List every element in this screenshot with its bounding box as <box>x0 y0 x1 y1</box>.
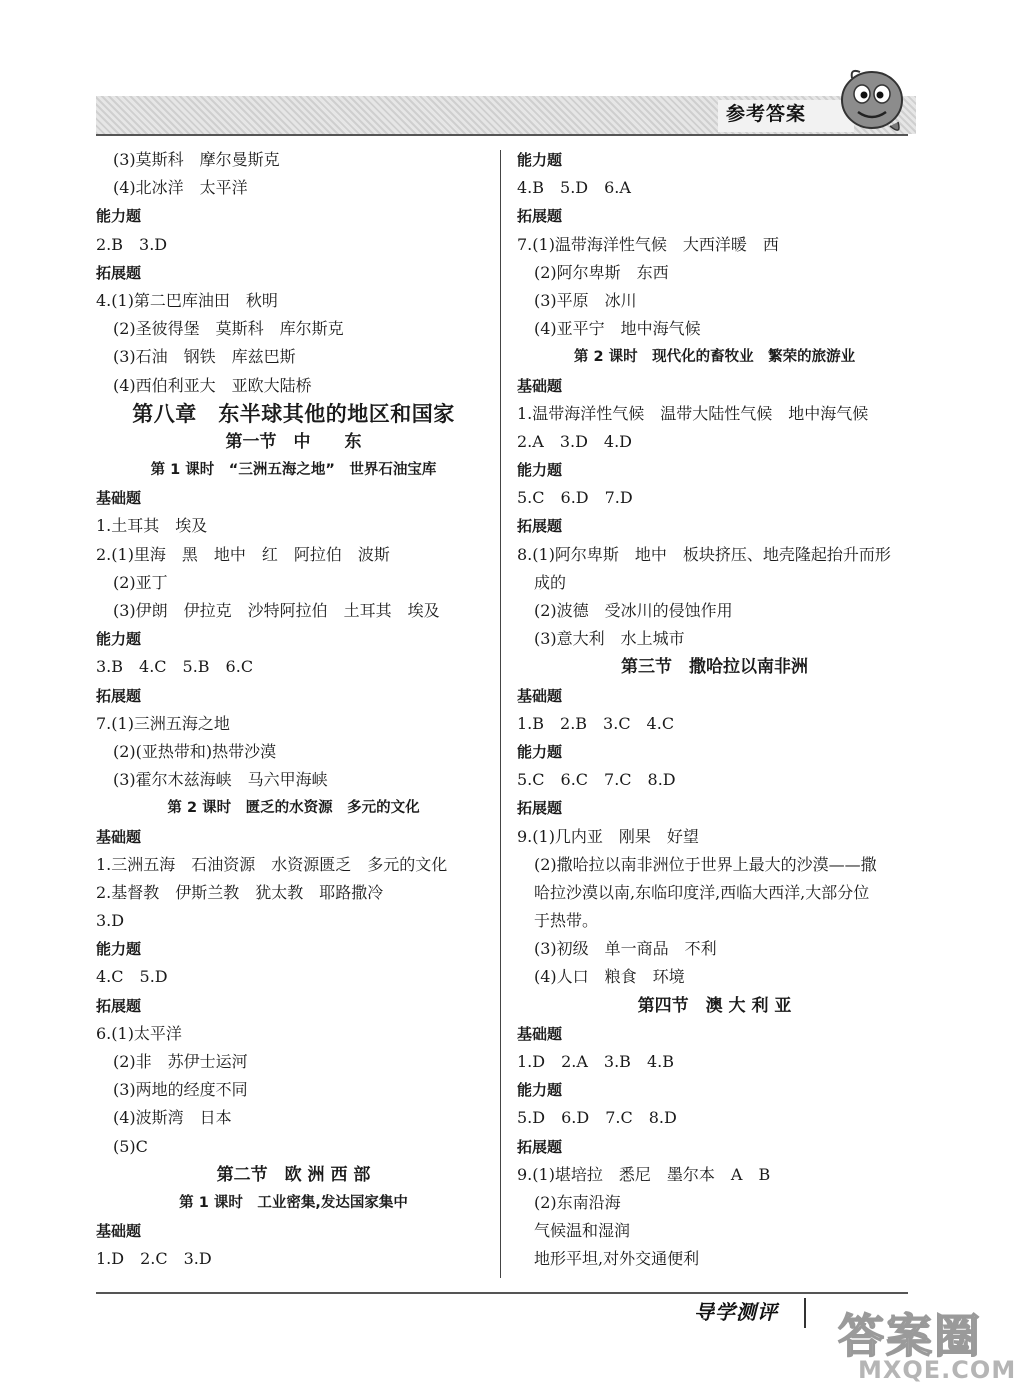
answer-line: 1.三洲五海 石油资源 水资源匮乏 多元的文化 <box>96 854 448 874</box>
answer-line: 1.D 2.C 3.D <box>96 1249 212 1269</box>
answer-line: (4)波斯湾 日本 <box>113 1108 232 1128</box>
answer-line: 2.B 3.D <box>96 234 168 254</box>
lesson-heading: 第 2 课时 匮乏的水资源 多元的文化 <box>167 800 420 817</box>
answer-line: (2)东南沿海 <box>534 1192 621 1212</box>
answer-line: 4.C 5.D <box>96 967 168 987</box>
answer-line: (3)石油 钢铁 库兹巴斯 <box>113 347 296 367</box>
answer-line: (2)非 苏伊士运河 <box>113 1052 248 1071</box>
category-heading: 能力题 <box>517 461 563 480</box>
answer-line: 9.(1)几内亚 刚果 好望 <box>517 826 699 846</box>
section-heading: 第二节 欧 洲 西 部 <box>216 1164 371 1185</box>
lesson-heading: 第 1 课时 工业密集,发达国家集中 <box>179 1194 408 1211</box>
answer-line: (2)圣彼得堡 莫斯科 库尔斯克 <box>113 319 344 339</box>
answer-line: (3)霍尔木兹海峡 马六甲海峡 <box>113 770 328 790</box>
category-heading: 拓展题 <box>517 1137 563 1156</box>
category-heading: 拓展题 <box>517 799 563 818</box>
category-heading: 基础题 <box>517 1024 563 1043</box>
chapter-heading: 第八章 东半球其他的地区和国家 <box>132 401 455 426</box>
category-heading: 基础题 <box>96 489 142 508</box>
answer-line: (4)亚平宁 地中海气候 <box>534 319 701 339</box>
answer-line: (3)初级 单一商品 不利 <box>534 939 717 959</box>
answer-line: (4)人口 粮食 环境 <box>534 967 685 987</box>
watermark <box>818 1300 1016 1386</box>
category-heading: 能力题 <box>96 940 142 959</box>
footer-rule <box>96 1292 908 1294</box>
answer-line: (2)撒哈拉以南非洲位于世界上最大的沙漠——撒 <box>534 854 877 874</box>
answer-line: (3)两地的经度不同 <box>113 1080 248 1100</box>
answer-line: 2.基督教 伊斯兰教 犹太教 耶路撒冷 <box>96 882 384 902</box>
category-heading: 能力题 <box>96 207 142 226</box>
right-answer-column <box>517 146 912 1274</box>
answer-line: (3)伊朗 伊拉克 沙特阿拉伯 土耳其 埃及 <box>113 601 440 620</box>
answer-line: 8.(1)阿尔卑斯 地中 板块挤压、地壳隆起抬升而形 <box>517 544 891 564</box>
category-heading: 能力题 <box>517 742 563 761</box>
category-heading: 拓展题 <box>517 517 563 536</box>
answer-line: 5.C 6.D 7.D <box>517 488 633 508</box>
answer-line: (3)平原 冰川 <box>534 290 637 310</box>
answer-line: (2)(亚热带和)热带沙漠 <box>113 741 277 761</box>
category-heading: 基础题 <box>96 1222 142 1241</box>
answer-line: (4)北冰洋 太平洋 <box>113 178 248 198</box>
category-heading: 拓展题 <box>96 686 142 705</box>
answer-line: 2.A 3.D 4.D <box>517 431 633 451</box>
footer-separator <box>804 1298 806 1328</box>
answer-line: 4.B 5.D 6.A <box>517 178 631 198</box>
category-heading: 能力题 <box>96 630 142 649</box>
category-heading: 拓展题 <box>96 996 142 1015</box>
category-heading: 能力题 <box>517 1081 563 1100</box>
category-heading: 拓展题 <box>517 207 563 226</box>
category-heading: 基础题 <box>517 376 563 395</box>
footer-brand: 导学测评 <box>694 1300 778 1324</box>
watermark-logo-text: 答案圈 <box>838 1309 982 1363</box>
answer-line: (2)波德 受冰川的侵蚀作用 <box>534 601 733 620</box>
page-header-title: 参考答案 <box>718 100 854 132</box>
lesson-heading: 第 2 课时 现代化的畜牧业 繁荣的旅游业 <box>573 349 856 366</box>
answer-line: 9.(1)堪培拉 悉尼 墨尔本 A B <box>517 1164 771 1184</box>
answer-line: 哈拉沙漠以南,东临印度洋,西临大西洋,大部分位 <box>534 882 870 902</box>
answer-line: 地形平坦,对外交通便利 <box>534 1249 700 1269</box>
answer-line: 1.土耳其 埃及 <box>96 516 208 536</box>
answer-line: 气候温和湿润 <box>534 1221 631 1241</box>
section-heading: 第四节 澳 大 利 亚 <box>637 995 792 1016</box>
answer-line: (4)西伯利亚大 亚欧大陆桥 <box>113 375 312 395</box>
lesson-heading: 第 1 课时 “三洲五海之地” 世界石油宝库 <box>150 462 437 479</box>
answer-line: (2)阿尔卑斯 东西 <box>534 262 669 282</box>
category-heading: 拓展题 <box>96 263 142 282</box>
answer-line: 3.B 4.C 5.B 6.C <box>96 657 254 677</box>
left-answer-column <box>96 146 491 1274</box>
answer-line: (3)意大利 水上城市 <box>534 629 685 649</box>
answer-line: (3)莫斯科 摩尔曼斯克 <box>113 150 280 169</box>
answer-line: 2.(1)里海 黑 地中 红 阿拉伯 波斯 <box>96 544 390 564</box>
answer-line: 6.(1)太平洋 <box>96 1023 182 1043</box>
answer-line: (5)C <box>113 1136 148 1156</box>
watermark-url: MXQE.COM <box>858 1356 1016 1384</box>
mascot-icon <box>832 64 914 142</box>
answer-line: 7.(1)温带海洋性气候 大西洋暖 西 <box>517 234 779 254</box>
answer-line: 成的 <box>534 572 567 592</box>
column-divider <box>500 150 501 1278</box>
answer-line: 于热带。 <box>534 911 599 931</box>
section-heading: 第三节 撒哈拉以南非洲 <box>621 657 808 678</box>
answer-line: 4.(1)第二巴库油田 秋明 <box>96 290 278 310</box>
answer-line: 1.温带海洋性气候 温带大陆性气候 地中海气候 <box>517 403 869 423</box>
category-heading: 基础题 <box>517 686 563 705</box>
answer-line: 3.D <box>96 911 125 931</box>
answer-line: 1.B 2.B 3.C 4.C <box>517 713 675 733</box>
category-heading: 能力题 <box>517 151 563 169</box>
header-rule <box>96 134 908 136</box>
answer-line: 5.D 6.D 7.C 8.D <box>517 1108 677 1128</box>
answer-line: 7.(1)三洲五海之地 <box>96 713 230 733</box>
answer-line: 5.C 6.C 7.C 8.D <box>517 770 676 790</box>
category-heading: 基础题 <box>96 827 142 846</box>
answer-line: 1.D 2.A 3.B 4.B <box>517 1052 674 1071</box>
section-heading: 第一节 中 东 <box>225 431 362 452</box>
answer-line: (2)亚丁 <box>113 572 168 592</box>
